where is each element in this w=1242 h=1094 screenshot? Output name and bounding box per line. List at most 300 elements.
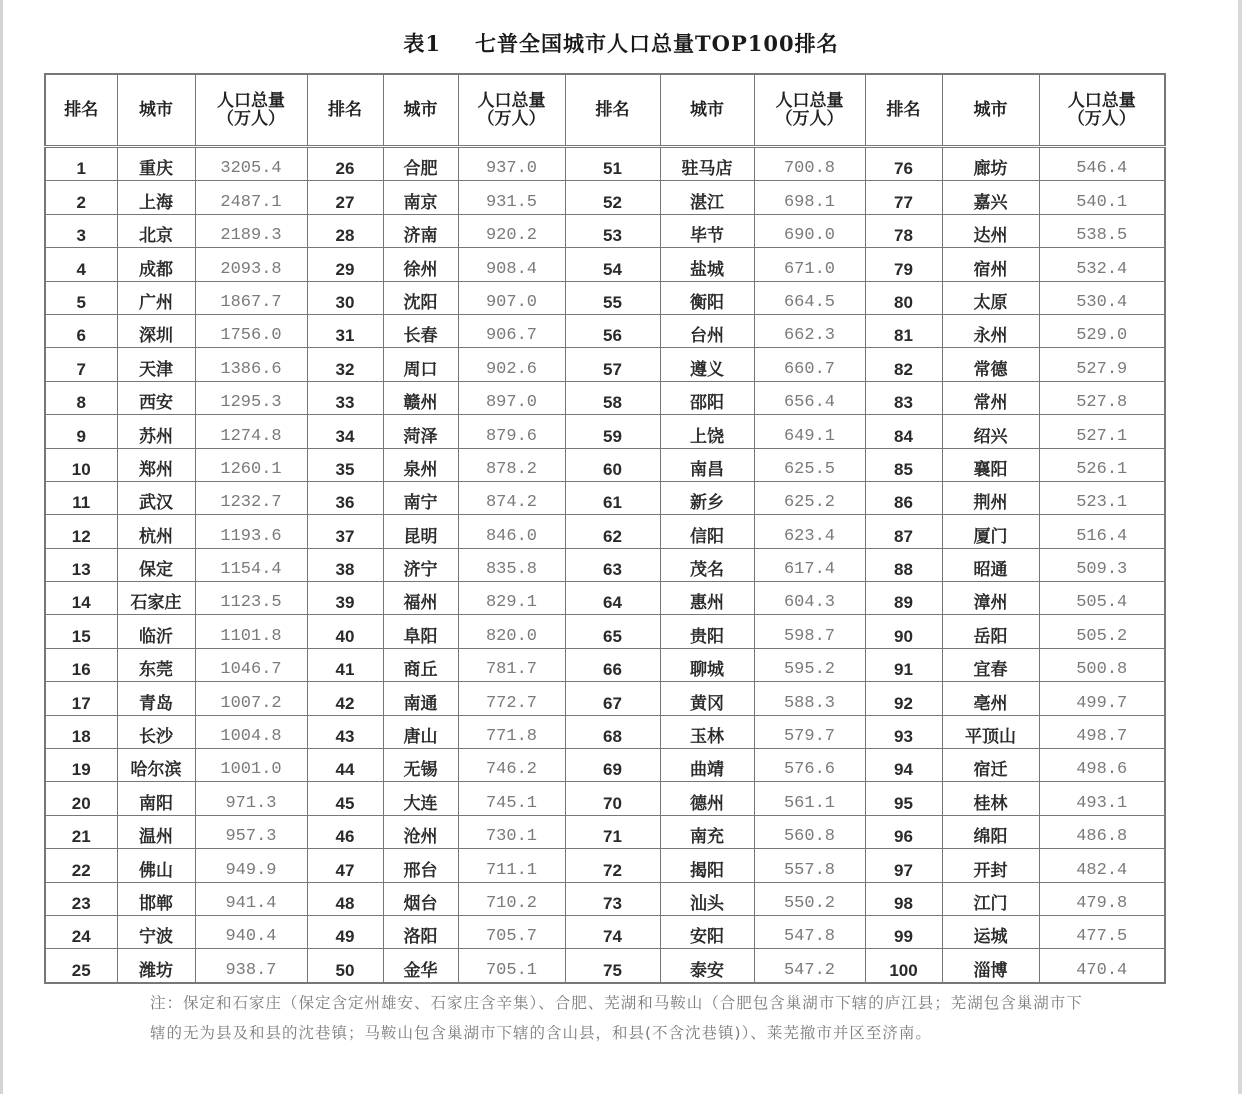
city-cell: 徐州 bbox=[383, 248, 458, 281]
city-cell: 汕头 bbox=[660, 882, 754, 915]
city-cell: 宜春 bbox=[942, 648, 1039, 681]
population-cell: 523.1 bbox=[1039, 481, 1165, 514]
rank-cell: 58 bbox=[565, 381, 660, 414]
page-edge bbox=[0, 0, 3, 1094]
rank-cell: 49 bbox=[307, 915, 383, 948]
population-cell: 516.4 bbox=[1039, 515, 1165, 548]
population-cell: 493.1 bbox=[1039, 782, 1165, 815]
table-row bbox=[45, 715, 1165, 748]
city-cell: 毕节 bbox=[660, 214, 754, 247]
header-population bbox=[195, 74, 307, 147]
rank-cell: 41 bbox=[307, 648, 383, 681]
rank-cell: 7 bbox=[45, 348, 117, 381]
population-cell: 2189.3 bbox=[195, 214, 307, 247]
header-city: 城市 bbox=[660, 74, 754, 147]
city-cell: 盐城 bbox=[660, 248, 754, 281]
table-row bbox=[45, 281, 1165, 314]
rank-cell: 50 bbox=[307, 949, 383, 983]
city-cell: 达州 bbox=[942, 214, 1039, 247]
population-cell: 527.8 bbox=[1039, 381, 1165, 414]
population-cell: 576.6 bbox=[754, 749, 865, 782]
population-cell: 664.5 bbox=[754, 281, 865, 314]
rank-cell: 19 bbox=[45, 749, 117, 782]
city-cell: 广州 bbox=[117, 281, 195, 314]
city-cell: 德州 bbox=[660, 782, 754, 815]
rank-cell: 67 bbox=[565, 682, 660, 715]
population-cell: 2487.1 bbox=[195, 181, 307, 214]
population-cell: 700.8 bbox=[754, 147, 865, 181]
city-cell: 金华 bbox=[383, 949, 458, 983]
city-cell: 重庆 bbox=[117, 147, 195, 181]
rank-cell: 80 bbox=[865, 281, 942, 314]
rank-cell: 11 bbox=[45, 481, 117, 514]
population-cell: 479.8 bbox=[1039, 882, 1165, 915]
rank-cell: 54 bbox=[565, 248, 660, 281]
city-cell: 佛山 bbox=[117, 849, 195, 882]
rank-cell: 79 bbox=[865, 248, 942, 281]
city-cell: 常德 bbox=[942, 348, 1039, 381]
table-row bbox=[45, 381, 1165, 414]
rank-cell: 3 bbox=[45, 214, 117, 247]
city-cell: 阜阳 bbox=[383, 615, 458, 648]
population-cell: 547.2 bbox=[754, 949, 865, 983]
city-cell: 嘉兴 bbox=[942, 181, 1039, 214]
header-population-label: 人口总量 bbox=[217, 91, 285, 111]
rank-cell: 28 bbox=[307, 214, 383, 247]
population-cell: 710.2 bbox=[458, 882, 565, 915]
city-cell: 安阳 bbox=[660, 915, 754, 948]
header-population-unit: （万人） bbox=[477, 109, 546, 129]
city-cell: 江门 bbox=[942, 882, 1039, 915]
city-cell: 新乡 bbox=[660, 481, 754, 514]
population-cell: 908.4 bbox=[458, 248, 565, 281]
rank-cell: 8 bbox=[45, 381, 117, 414]
population-cell: 1154.4 bbox=[195, 548, 307, 581]
city-cell: 亳州 bbox=[942, 682, 1039, 715]
population-cell: 550.2 bbox=[754, 882, 865, 915]
rank-cell: 24 bbox=[45, 915, 117, 948]
city-cell: 北京 bbox=[117, 214, 195, 247]
rank-cell: 21 bbox=[45, 815, 117, 848]
population-cell: 711.1 bbox=[458, 849, 565, 882]
rank-cell: 55 bbox=[565, 281, 660, 314]
population-cell: 907.0 bbox=[458, 281, 565, 314]
city-cell: 南阳 bbox=[117, 782, 195, 815]
city-cell: 宿迁 bbox=[942, 749, 1039, 782]
table-row bbox=[45, 548, 1165, 581]
table-row bbox=[45, 147, 1165, 181]
header-population bbox=[1039, 74, 1165, 147]
city-cell: 邵阳 bbox=[660, 381, 754, 414]
city-cell: 南京 bbox=[383, 181, 458, 214]
rank-cell: 66 bbox=[565, 648, 660, 681]
table-row bbox=[45, 849, 1165, 882]
city-cell: 淄博 bbox=[942, 949, 1039, 983]
city-cell: 南通 bbox=[383, 682, 458, 715]
city-cell: 南宁 bbox=[383, 481, 458, 514]
header-rank: 排名 bbox=[565, 74, 660, 147]
rank-cell: 68 bbox=[565, 715, 660, 748]
population-cell: 625.2 bbox=[754, 481, 865, 514]
city-cell: 南充 bbox=[660, 815, 754, 848]
rank-cell: 25 bbox=[45, 949, 117, 983]
rank-cell: 30 bbox=[307, 281, 383, 314]
population-cell: 879.6 bbox=[458, 415, 565, 448]
rank-cell: 51 bbox=[565, 147, 660, 181]
rank-cell: 100 bbox=[865, 949, 942, 983]
rank-cell: 23 bbox=[45, 882, 117, 915]
city-cell: 永州 bbox=[942, 314, 1039, 347]
population-cell: 499.7 bbox=[1039, 682, 1165, 715]
table-header-row bbox=[45, 74, 1165, 147]
city-cell: 商丘 bbox=[383, 648, 458, 681]
population-cell: 698.1 bbox=[754, 181, 865, 214]
rank-cell: 47 bbox=[307, 849, 383, 882]
rank-cell: 70 bbox=[565, 782, 660, 815]
population-cell: 1193.6 bbox=[195, 515, 307, 548]
table-row bbox=[45, 682, 1165, 715]
rank-cell: 77 bbox=[865, 181, 942, 214]
city-cell: 临沂 bbox=[117, 615, 195, 648]
rank-cell: 83 bbox=[865, 381, 942, 414]
population-cell: 902.6 bbox=[458, 348, 565, 381]
population-cell: 656.4 bbox=[754, 381, 865, 414]
header-population bbox=[754, 74, 865, 147]
rank-cell: 78 bbox=[865, 214, 942, 247]
population-cell: 1260.1 bbox=[195, 448, 307, 481]
city-cell: 沈阳 bbox=[383, 281, 458, 314]
rank-cell: 10 bbox=[45, 448, 117, 481]
population-cell: 820.0 bbox=[458, 615, 565, 648]
rank-cell: 22 bbox=[45, 849, 117, 882]
population-cell: 526.1 bbox=[1039, 448, 1165, 481]
population-cell: 941.4 bbox=[195, 882, 307, 915]
population-cell: 937.0 bbox=[458, 147, 565, 181]
city-cell: 苏州 bbox=[117, 415, 195, 448]
rank-cell: 36 bbox=[307, 481, 383, 514]
rank-cell: 53 bbox=[565, 214, 660, 247]
rank-cell: 56 bbox=[565, 314, 660, 347]
rank-cell: 32 bbox=[307, 348, 383, 381]
city-cell: 信阳 bbox=[660, 515, 754, 548]
city-cell: 驻马店 bbox=[660, 147, 754, 181]
population-cell: 546.4 bbox=[1039, 147, 1165, 181]
population-cell: 835.8 bbox=[458, 548, 565, 581]
population-cell: 532.4 bbox=[1039, 248, 1165, 281]
population-cell: 498.7 bbox=[1039, 715, 1165, 748]
table-row bbox=[45, 314, 1165, 347]
city-cell: 漳州 bbox=[942, 582, 1039, 615]
city-cell: 襄阳 bbox=[942, 448, 1039, 481]
city-cell: 贵阳 bbox=[660, 615, 754, 648]
population-cell: 1123.5 bbox=[195, 582, 307, 615]
city-cell: 常州 bbox=[942, 381, 1039, 414]
city-cell: 厦门 bbox=[942, 515, 1039, 548]
city-cell: 东莞 bbox=[117, 648, 195, 681]
rank-cell: 9 bbox=[45, 415, 117, 448]
table-row bbox=[45, 949, 1165, 983]
city-cell: 玉林 bbox=[660, 715, 754, 748]
city-cell: 杭州 bbox=[117, 515, 195, 548]
population-cell: 498.6 bbox=[1039, 749, 1165, 782]
rank-cell: 75 bbox=[565, 949, 660, 983]
rank-cell: 88 bbox=[865, 548, 942, 581]
population-cell: 690.0 bbox=[754, 214, 865, 247]
population-cell: 527.1 bbox=[1039, 415, 1165, 448]
rank-cell: 42 bbox=[307, 682, 383, 715]
population-cell: 1101.8 bbox=[195, 615, 307, 648]
rank-cell: 61 bbox=[565, 481, 660, 514]
population-cell: 477.5 bbox=[1039, 915, 1165, 948]
population-cell: 938.7 bbox=[195, 949, 307, 983]
table-row bbox=[45, 181, 1165, 214]
rank-cell: 65 bbox=[565, 615, 660, 648]
city-cell: 平顶山 bbox=[942, 715, 1039, 748]
table-row bbox=[45, 749, 1165, 782]
rank-cell: 40 bbox=[307, 615, 383, 648]
population-cell: 906.7 bbox=[458, 314, 565, 347]
population-cell: 623.4 bbox=[754, 515, 865, 548]
population-cell: 3205.4 bbox=[195, 147, 307, 181]
population-cell: 538.5 bbox=[1039, 214, 1165, 247]
population-cell: 1007.2 bbox=[195, 682, 307, 715]
city-cell: 烟台 bbox=[383, 882, 458, 915]
rank-cell: 38 bbox=[307, 548, 383, 581]
city-cell: 福州 bbox=[383, 582, 458, 615]
population-cell: 579.7 bbox=[754, 715, 865, 748]
table-row bbox=[45, 782, 1165, 815]
population-cell: 617.4 bbox=[754, 548, 865, 581]
rank-cell: 92 bbox=[865, 682, 942, 715]
population-cell: 957.3 bbox=[195, 815, 307, 848]
rank-cell: 14 bbox=[45, 582, 117, 615]
city-cell: 武汉 bbox=[117, 481, 195, 514]
city-cell: 宁波 bbox=[117, 915, 195, 948]
rank-cell: 20 bbox=[45, 782, 117, 815]
population-cell: 560.8 bbox=[754, 815, 865, 848]
population-cell: 505.2 bbox=[1039, 615, 1165, 648]
population-cell: 874.2 bbox=[458, 481, 565, 514]
rank-cell: 26 bbox=[307, 147, 383, 181]
rank-cell: 90 bbox=[865, 615, 942, 648]
rank-cell: 27 bbox=[307, 181, 383, 214]
population-cell: 662.3 bbox=[754, 314, 865, 347]
table-row bbox=[45, 415, 1165, 448]
table-row bbox=[45, 348, 1165, 381]
population-cell: 649.1 bbox=[754, 415, 865, 448]
population-cell: 598.7 bbox=[754, 615, 865, 648]
population-cell: 470.4 bbox=[1039, 949, 1165, 983]
population-cell: 604.3 bbox=[754, 582, 865, 615]
rank-cell: 2 bbox=[45, 181, 117, 214]
city-cell: 黄冈 bbox=[660, 682, 754, 715]
header-population-label: 人口总量 bbox=[775, 91, 844, 111]
header-population-label: 人口总量 bbox=[477, 91, 546, 111]
population-cell: 1295.3 bbox=[195, 381, 307, 414]
city-cell: 太原 bbox=[942, 281, 1039, 314]
city-cell: 台州 bbox=[660, 314, 754, 347]
header-rank: 排名 bbox=[307, 74, 383, 147]
city-cell: 湛江 bbox=[660, 181, 754, 214]
population-cell: 588.3 bbox=[754, 682, 865, 715]
rank-cell: 57 bbox=[565, 348, 660, 381]
rank-cell: 86 bbox=[865, 481, 942, 514]
population-cell: 971.3 bbox=[195, 782, 307, 815]
table-row bbox=[45, 481, 1165, 514]
rank-cell: 37 bbox=[307, 515, 383, 548]
population-ranking-table bbox=[44, 73, 1166, 984]
population-cell: 781.7 bbox=[458, 648, 565, 681]
rank-cell: 91 bbox=[865, 648, 942, 681]
city-cell: 衡阳 bbox=[660, 281, 754, 314]
population-cell: 878.2 bbox=[458, 448, 565, 481]
population-cell: 1232.7 bbox=[195, 481, 307, 514]
city-cell: 洛阳 bbox=[383, 915, 458, 948]
rank-cell: 17 bbox=[45, 682, 117, 715]
table-row bbox=[45, 915, 1165, 948]
rank-cell: 93 bbox=[865, 715, 942, 748]
rank-cell: 45 bbox=[307, 782, 383, 815]
city-cell: 绍兴 bbox=[942, 415, 1039, 448]
population-cell: 846.0 bbox=[458, 515, 565, 548]
rank-cell: 87 bbox=[865, 515, 942, 548]
population-cell: 625.5 bbox=[754, 448, 865, 481]
rank-cell: 52 bbox=[565, 181, 660, 214]
city-cell: 保定 bbox=[117, 548, 195, 581]
rank-cell: 18 bbox=[45, 715, 117, 748]
population-cell: 1867.7 bbox=[195, 281, 307, 314]
rank-cell: 84 bbox=[865, 415, 942, 448]
population-cell: 949.9 bbox=[195, 849, 307, 882]
table-row bbox=[45, 515, 1165, 548]
population-cell: 940.4 bbox=[195, 915, 307, 948]
population-cell: 500.8 bbox=[1039, 648, 1165, 681]
population-cell: 595.2 bbox=[754, 648, 865, 681]
population-cell: 671.0 bbox=[754, 248, 865, 281]
rank-cell: 1 bbox=[45, 147, 117, 181]
city-cell: 潍坊 bbox=[117, 949, 195, 983]
population-cell: 660.7 bbox=[754, 348, 865, 381]
rank-cell: 97 bbox=[865, 849, 942, 882]
table-row bbox=[45, 615, 1165, 648]
population-cell: 920.2 bbox=[458, 214, 565, 247]
city-cell: 赣州 bbox=[383, 381, 458, 414]
population-cell: 771.8 bbox=[458, 715, 565, 748]
population-cell: 527.9 bbox=[1039, 348, 1165, 381]
city-cell: 廊坊 bbox=[942, 147, 1039, 181]
rank-cell: 69 bbox=[565, 749, 660, 782]
table-row bbox=[45, 582, 1165, 615]
table-row bbox=[45, 448, 1165, 481]
rank-cell: 96 bbox=[865, 815, 942, 848]
rank-cell: 85 bbox=[865, 448, 942, 481]
rank-cell: 5 bbox=[45, 281, 117, 314]
rank-cell: 71 bbox=[565, 815, 660, 848]
rank-cell: 60 bbox=[565, 448, 660, 481]
rank-cell: 76 bbox=[865, 147, 942, 181]
population-cell: 705.7 bbox=[458, 915, 565, 948]
city-cell: 聊城 bbox=[660, 648, 754, 681]
city-cell: 荆州 bbox=[942, 481, 1039, 514]
rank-cell: 16 bbox=[45, 648, 117, 681]
table-footnote: 注：保定和石家庄（保定含定州雄安、石家庄含辛集）、合肥、芜湖和马鞍山（合肥包含巢湖市下辖的庐江县；芜湖包含巢湖市下辖的无为县及和县的沈巷镇；马鞍山包含巢湖市下辖的含山县，和县(不含沈巷镇)）、莱芜撤市并区至济南。 bbox=[150, 994, 1083, 1042]
table-title bbox=[0, 28, 1242, 58]
population-cell: 931.5 bbox=[458, 181, 565, 214]
city-cell: 天津 bbox=[117, 348, 195, 381]
population-cell: 482.4 bbox=[1039, 849, 1165, 882]
city-cell: 济宁 bbox=[383, 548, 458, 581]
population-cell: 547.8 bbox=[754, 915, 865, 948]
rank-cell: 59 bbox=[565, 415, 660, 448]
population-cell: 1274.8 bbox=[195, 415, 307, 448]
rank-cell: 48 bbox=[307, 882, 383, 915]
city-cell: 青岛 bbox=[117, 682, 195, 715]
city-cell: 惠州 bbox=[660, 582, 754, 615]
table-number: 表1 bbox=[403, 31, 442, 56]
city-cell: 桂林 bbox=[942, 782, 1039, 815]
city-cell: 郑州 bbox=[117, 448, 195, 481]
population-cell: 705.1 bbox=[458, 949, 565, 983]
rank-cell: 62 bbox=[565, 515, 660, 548]
rank-cell: 46 bbox=[307, 815, 383, 848]
rank-cell: 4 bbox=[45, 248, 117, 281]
city-cell: 昆明 bbox=[383, 515, 458, 548]
city-cell: 昭通 bbox=[942, 548, 1039, 581]
rank-cell: 94 bbox=[865, 749, 942, 782]
city-cell: 开封 bbox=[942, 849, 1039, 882]
city-cell: 周口 bbox=[383, 348, 458, 381]
city-cell: 石家庄 bbox=[117, 582, 195, 615]
rank-cell: 6 bbox=[45, 314, 117, 347]
rank-cell: 15 bbox=[45, 615, 117, 648]
rank-cell: 99 bbox=[865, 915, 942, 948]
city-cell: 西安 bbox=[117, 381, 195, 414]
population-cell: 557.8 bbox=[754, 849, 865, 882]
rank-cell: 39 bbox=[307, 582, 383, 615]
header-population bbox=[458, 74, 565, 147]
header-city: 城市 bbox=[383, 74, 458, 147]
population-cell: 505.4 bbox=[1039, 582, 1165, 615]
table-row bbox=[45, 815, 1165, 848]
population-cell: 1001.0 bbox=[195, 749, 307, 782]
population-cell: 730.1 bbox=[458, 815, 565, 848]
scrollbar-track[interactable] bbox=[1238, 0, 1242, 1094]
city-cell: 哈尔滨 bbox=[117, 749, 195, 782]
table-title-text: 七普全国城市人口总量TOP100排名 bbox=[475, 31, 839, 56]
city-cell: 泉州 bbox=[383, 448, 458, 481]
city-cell: 宿州 bbox=[942, 248, 1039, 281]
population-cell: 2093.8 bbox=[195, 248, 307, 281]
city-cell: 长沙 bbox=[117, 715, 195, 748]
population-cell: 772.7 bbox=[458, 682, 565, 715]
city-cell: 大连 bbox=[383, 782, 458, 815]
table-row bbox=[45, 882, 1165, 915]
city-cell: 成都 bbox=[117, 248, 195, 281]
city-cell: 泰安 bbox=[660, 949, 754, 983]
city-cell: 长春 bbox=[383, 314, 458, 347]
city-cell: 运城 bbox=[942, 915, 1039, 948]
table-row bbox=[45, 214, 1165, 247]
city-cell: 沧州 bbox=[383, 815, 458, 848]
rank-cell: 12 bbox=[45, 515, 117, 548]
population-cell: 540.1 bbox=[1039, 181, 1165, 214]
population-cell: 529.0 bbox=[1039, 314, 1165, 347]
rank-cell: 82 bbox=[865, 348, 942, 381]
rank-cell: 13 bbox=[45, 548, 117, 581]
population-cell: 561.1 bbox=[754, 782, 865, 815]
city-cell: 岳阳 bbox=[942, 615, 1039, 648]
city-cell: 南昌 bbox=[660, 448, 754, 481]
